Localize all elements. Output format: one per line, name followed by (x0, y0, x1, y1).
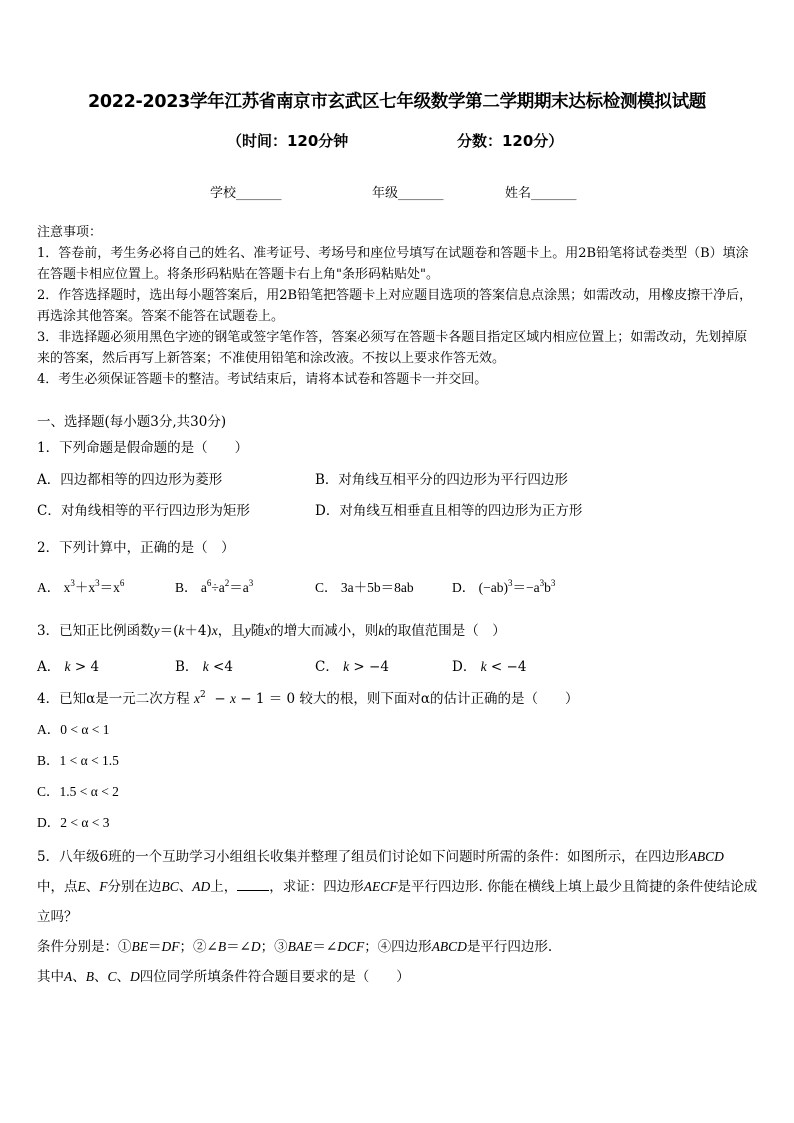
note-item: 2．作答选择题时，选出每小题答案后，用2B铅笔把答题卡上对应题目选项的答案信息点涂黑；如需改动，用橡皮擦干净后，再选涂其他答案。答案不能答在试题卷上。 (37, 288, 753, 324)
question-5-line-4: 其中A、B、C、D四位同学所填条件符合题目要求的是（ ） (37, 969, 410, 985)
question-2-option-d: D． $(-ab)^3=-a^3b^3$ (452, 578, 556, 595)
question-3-option-b: B． k <4 (175, 659, 233, 675)
section-heading: 一、选择题(每小题3分,共30分) (37, 414, 227, 430)
grade-field: 年级_______ (372, 186, 444, 201)
note-item: 4．考生必须保证答题卡的整洁。考试结束后，请将本试卷和答题卡一并交回。 (37, 372, 488, 387)
notes-heading: 注意事项： (37, 225, 103, 240)
question-2-option-a: A． $x^3+x^3=x^6$ (37, 578, 125, 595)
question-4-option-b: B．1 < α < 1.5 (37, 753, 119, 768)
question-5-line-3: 条件分别是：①BE＝DF；②∠B＝∠D；③BAE＝∠DCF；④四边形ABCD是平行四边形. (37, 939, 553, 955)
question-2-option-c: C． 3a＋5b＝8ab (315, 580, 414, 595)
question-1-option-c: C．对角线相等的平行四边形为矩形 (37, 503, 250, 519)
name-field: 姓名_______ (505, 186, 577, 201)
question-3-option-c: C． k > −4 (315, 659, 389, 675)
question-5-line-1: 5．八年级6班的一个互助学习小组组长收集并整理了组员们讨论如下问题时所需的条件：如图所示，在四边形ABCD (37, 849, 724, 865)
question-5-line-2: 中，点E、F分别在边BC、AD上， ，求证：四边形AECF是平行四边形. 你能在横线上填上最少且简捷的条件使结论成立吗？ (37, 879, 758, 925)
question-4-option-a: A．0 < α < 1 (37, 722, 110, 737)
school-field: 学校_______ (210, 186, 282, 201)
question-4-stem: 4．已知α是一元二次方程 $x^2 - x - 1 = 0$ 较大的根，则下面对α的估计正确的是（ ） (37, 690, 579, 707)
question-2-stem: 2．下列计算中，正确的是（ ） (37, 540, 235, 556)
notes-section (37, 222, 759, 390)
question-1-option-a: A．四边都相等的四边形为菱形 (37, 472, 223, 488)
question-1-stem: 1．下列命题是假命题的是（ ） (37, 440, 249, 456)
page-title: 2022-2023学年江苏省南京市玄武区七年级数学第二学期期末达标检测模拟试题 (88, 92, 706, 112)
question-1-option-d: D．对角线互相垂直且相等的四边形为正方形 (315, 503, 583, 519)
question-2-option-b: B． $a^6\div a^2=a^3$ (175, 578, 254, 595)
question-4-option-c: C．1.5 < α < 2 (37, 784, 119, 799)
exam-score: 分数：120分） (457, 132, 564, 150)
exam-time: （时间：120分钟 (227, 132, 349, 150)
note-item: 1．答卷前，考生务必将自己的姓名、准考证号、考场号和座位号填写在试题卷和答题卡上。用2B铅笔将试卷类型（B）填涂在答题卡相应位置上。将条形码粘贴在答题卡右上角"条形码粘贴处"。 (37, 246, 749, 282)
question-1-option-b: B．对角线互相平分的四边形为平行四边形 (315, 472, 568, 488)
question-3-option-a: A． k > 4 (37, 659, 100, 675)
question-4-option-d: D．2 < α < 3 (37, 815, 110, 830)
question-5 (37, 842, 762, 992)
fill-in-blank (237, 878, 269, 891)
question-3-option-d: D． k < −4 (452, 659, 527, 675)
note-item: 3．非选择题必须用黑色字迹的钢笔或签字笔作答，答案必须写在答题卡各题目指定区域内相应位置上；如需改动，先划掉原来的答案，然后再写上新答案；不准使用铅笔和涂改液。不按以上要求作答无效。 (37, 330, 748, 366)
question-3-stem: 3．已知正比例函数y＝(k＋4)x，且y随x的增大而减小，则k的取值范围是（ ） (37, 623, 506, 639)
